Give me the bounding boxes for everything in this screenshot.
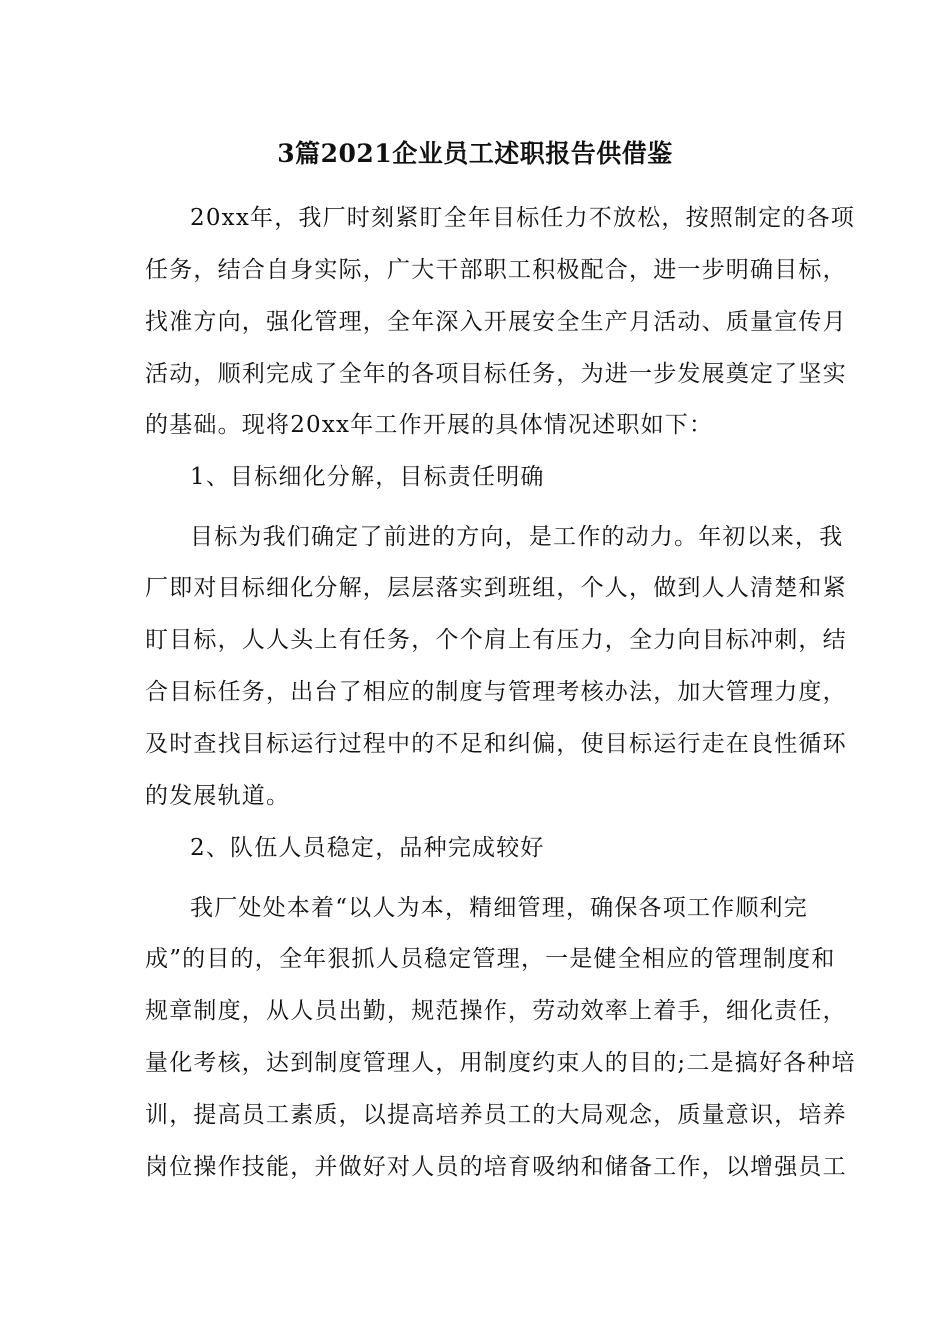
body-text-line: 20xx年，我厂时刻紧盯全年目标任力不放松，按照制定的各项 [190,205,856,231]
body-text-line: 量化考核，达到制度管理人，用制度约束人的目的;二是搞好各种培 [145,1050,856,1076]
body-text-line: 岗位操作技能，并做好对人员的培育吸纳和储备工作，以增强员工 [145,1154,847,1180]
body-text-line: 找准方向，强化管理，全年深入开展安全生产月活动、质量宣传月 [145,309,847,335]
body-text-line: 的发展轨道。 [145,783,291,809]
document-title: 3篇2021企业员工述职报告供借鉴 [277,139,673,168]
section-heading: 1、目标细化分解，目标责任明确 [190,464,545,490]
body-text-line: 盯目标，人人头上有任务，个个肩上有压力，全力向目标冲刺，结 [145,627,847,653]
body-text-line: 任务，结合自身实际，广大干部职工积极配合，进一步明确目标， [145,257,847,283]
body-text-line: 规章制度，从人员出勤，规范操作，劳动效率上着手，细化责任， [145,998,847,1024]
body-text-line: 合目标任务，出台了相应的制度与管理考核办法，加大管理力度， [145,679,847,705]
body-text-line: 目标为我们确定了前进的方向，是工作的动力。年初以来，我 [190,524,844,550]
body-text-line: 活动，顺利完成了全年的各项目标任务，为进一步发展奠定了坚实 [145,361,847,387]
body-text-line: 训，提高员工素质，以提高培养员工的大局观念，质量意识，培养 [145,1102,847,1128]
body-text-line: 及时查找目标运行过程中的不足和纠偏，使目标运行走在良性循环 [145,731,847,757]
body-text-line: 成”的目的，全年狠抓人员稳定管理，一是健全相应的管理制度和 [145,946,836,972]
body-text-line: 的基础。现将20xx年工作开展的具体情况述职如下： [145,412,714,438]
body-text-line: 厂即对目标细化分解，层层落实到班组，个人，做到人人清楚和紧 [145,575,847,601]
body-text-line: 我厂处处本着“以人为本，精细管理，确保各项工作顺利完 [190,895,808,921]
section-heading: 2、队伍人员稳定，品种完成较好 [190,835,545,861]
